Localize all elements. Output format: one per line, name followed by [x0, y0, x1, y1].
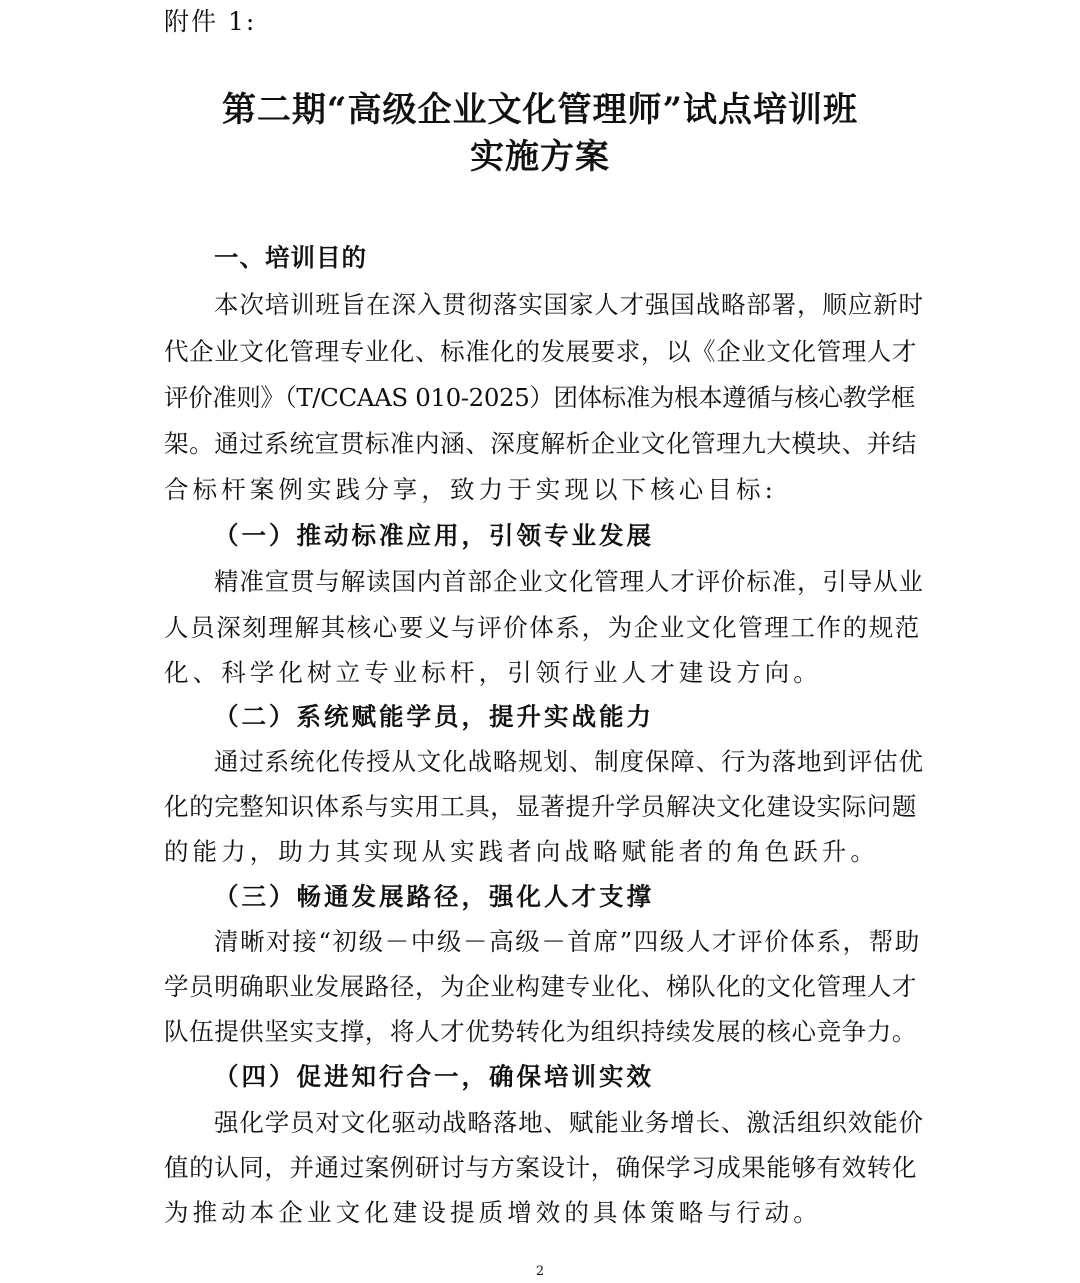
attachment-label: 附件 1: — [164, 7, 257, 36]
paragraph-line: 学员明确职业发展路径，为企业构建专业化、梯队化的文化管理人才 — [164, 972, 917, 1001]
paragraph-line: 人员深刻理解其核心要义与评价体系，为企业文化管理工作的规范 — [164, 613, 921, 642]
subsection-heading: （三）畅通发展路径，强化人才支撑 — [214, 882, 654, 911]
paragraph-line: 合标杆案例实践分享，致力于实现以下核心目标: — [164, 475, 777, 504]
subsection-heading: （四）促进知行合一，确保培训实效 — [214, 1062, 654, 1091]
paragraph-line: 精准宣贯与解读国内首部企业文化管理人才评价标准，引导从业 — [214, 567, 924, 596]
paragraph-line: 通过系统化传授从文化战略规划、制度保障、行为落地到评估优 — [214, 747, 924, 776]
paragraph-line: 本次培训班旨在深入贯彻落实国家人才强国战略部署，顺应新时 — [214, 290, 924, 319]
paragraph-line: 值的认同，并通过案例研讨与方案设计，确保学习成果能够有效转化 — [164, 1153, 917, 1182]
paragraph-line: 代企业文化管理专业化、标准化的发展要求，以《企业文化管理人才 — [164, 337, 917, 366]
paragraph-line: 评价准则》（T/CCAAS 010-2025）团体标准为根本遵循与核心教学框 — [164, 383, 915, 412]
paragraph-line: 清晰对接“初级－中级－高级－首席”四级人才评价体系，帮助 — [214, 927, 921, 956]
paragraph-line: 强化学员对文化驱动战略落地、赋能业务增长、激活组织效能价 — [214, 1108, 924, 1137]
paragraph-line: 为推动本企业文化建设提质增效的具体策略与行动。 — [164, 1198, 822, 1227]
document-title-line-2: 实施方案 — [470, 137, 610, 177]
document-title-line-1: 第二期“高级企业文化管理师”试点培训班 — [221, 90, 859, 130]
paragraph-line: 的能力，助力其实现从实践者向战略赋能者的角色跃升。 — [164, 837, 879, 866]
paragraph-line: 架。通过系统宣贯标准内涵、深度解析企业文化管理九大模块、并结 — [164, 429, 917, 458]
paragraph-line: 化的完整知识体系与实用工具，显著提升学员解决文化建设实际问题 — [164, 792, 917, 821]
section-heading: 一、培训目的 — [214, 243, 367, 272]
subsection-heading: （二）系统赋能学员，提升实战能力 — [214, 702, 654, 731]
paragraph-line: 队伍提供坚实支撑，将人才优势转化为组织持续发展的核心竞争力。 — [164, 1017, 917, 1046]
subsection-heading: （一）推动标准应用，引领专业发展 — [214, 521, 654, 550]
page-number: 2 — [535, 1264, 545, 1279]
paragraph-line: 化、科学化树立专业标杆，引领行业人才建设方向。 — [164, 658, 822, 687]
